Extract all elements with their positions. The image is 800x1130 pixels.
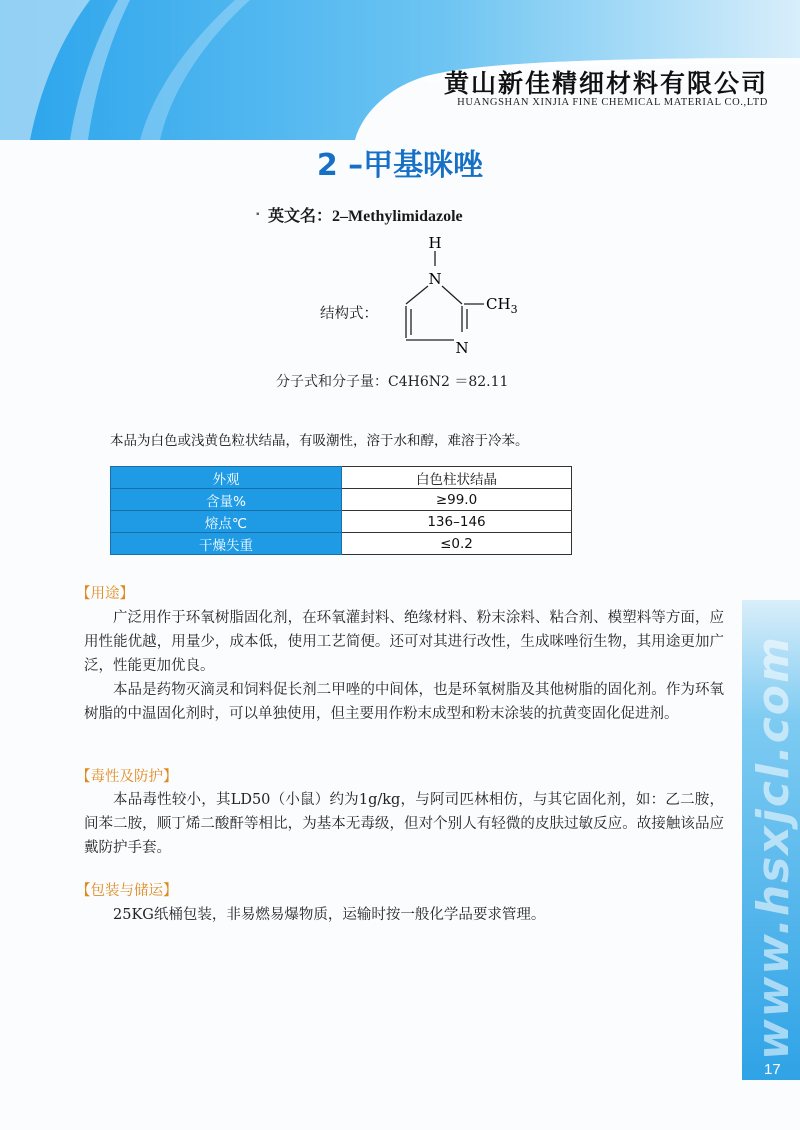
toxicity-paragraph: 本品毒性较小，其LD50（小鼠）约为1g/kg，与阿司匹林相仿，与其它固化剂，如：乙二胺，间苯二胺，顺丁烯二酸酐等相比，为基本无毒级，但对个别人有轻微的皮肤过敏反应。故接触该品应戴防护手套。	[84, 792, 724, 856]
packaging-heading: 【包装与储运】	[76, 883, 178, 899]
molecular-formula: 分子式和分子量：C4H6N2 ＝82.11	[276, 374, 509, 390]
property-value: 136–146	[342, 511, 572, 533]
atom-h: H	[428, 236, 442, 252]
property-key: 熔点℃	[111, 511, 342, 533]
toxicity-body	[84, 788, 724, 860]
toxicity-heading: 【毒性及防护】	[76, 769, 178, 785]
atom-ch3-text: CH	[486, 295, 511, 313]
table-row	[111, 511, 572, 533]
table-row	[111, 533, 572, 555]
english-name-text: 英文名：2–Methylimidazole	[268, 208, 463, 225]
property-value: ≤0.2	[342, 533, 572, 555]
usage-paragraph-1: 广泛用作于环氧树脂固化剂，在环氧灌封料、绝缘材料、粉末涂料、粘合剂、模塑料等方面，应用性能优越，用量少，成本低，使用工艺简便。还可对其进行改性，生成咪唑衍生物，其用途更加广泛，性能更加优良。	[84, 610, 724, 674]
atom-ch3-subscript: 3	[510, 303, 518, 316]
table-row	[111, 467, 572, 489]
packaging-body	[84, 903, 724, 927]
page-title: 2 –甲基咪唑	[316, 148, 484, 183]
properties-table	[110, 466, 572, 555]
atom-n2: N	[455, 339, 469, 357]
imidazole-structure-diagram	[380, 236, 530, 366]
property-value: ≥99.0	[342, 489, 572, 511]
property-key: 含量%	[111, 489, 342, 511]
atom-n1: N	[428, 270, 442, 288]
english-name	[256, 203, 463, 226]
property-value: 白色柱状结晶	[342, 467, 572, 489]
website-watermark: www.hsxjcl.com	[748, 635, 799, 1060]
product-description: 本品为白色或浅黄色粒状结晶，有吸潮性，溶于水和醇，难溶于冷苯。	[110, 433, 529, 449]
bullet-icon: ▪	[256, 209, 260, 220]
page-number: 17	[764, 1061, 781, 1078]
property-key: 干燥失重	[111, 533, 342, 555]
usage-body	[84, 606, 724, 726]
company-name-cn: 黄山新佳精细材料有限公司	[443, 69, 768, 98]
company-name-en: HUANGSHAN XINJIA FINE CHEMICAL MATERIAL CO.,LTD	[457, 97, 768, 108]
usage-heading: 【用途】	[76, 586, 134, 602]
property-key: 外观	[111, 467, 342, 489]
table-row	[111, 489, 572, 511]
packaging-paragraph: 25KG纸桶包装，非易燃易爆物质，运输时按一般化学品要求管理。	[113, 907, 546, 923]
atom-ch3	[486, 295, 518, 316]
usage-paragraph-2: 本品是药物灭滴灵和饲料促长剂二甲唑的中间体，也是环氧树脂及其他树脂的固化剂。作为环氧树脂的中温固化剂时，可以单独使用，但主要用作粉末成型和粉末涂装的抗黄变固化促进剂。	[84, 682, 724, 722]
structure-label: 结构式：	[320, 306, 378, 322]
